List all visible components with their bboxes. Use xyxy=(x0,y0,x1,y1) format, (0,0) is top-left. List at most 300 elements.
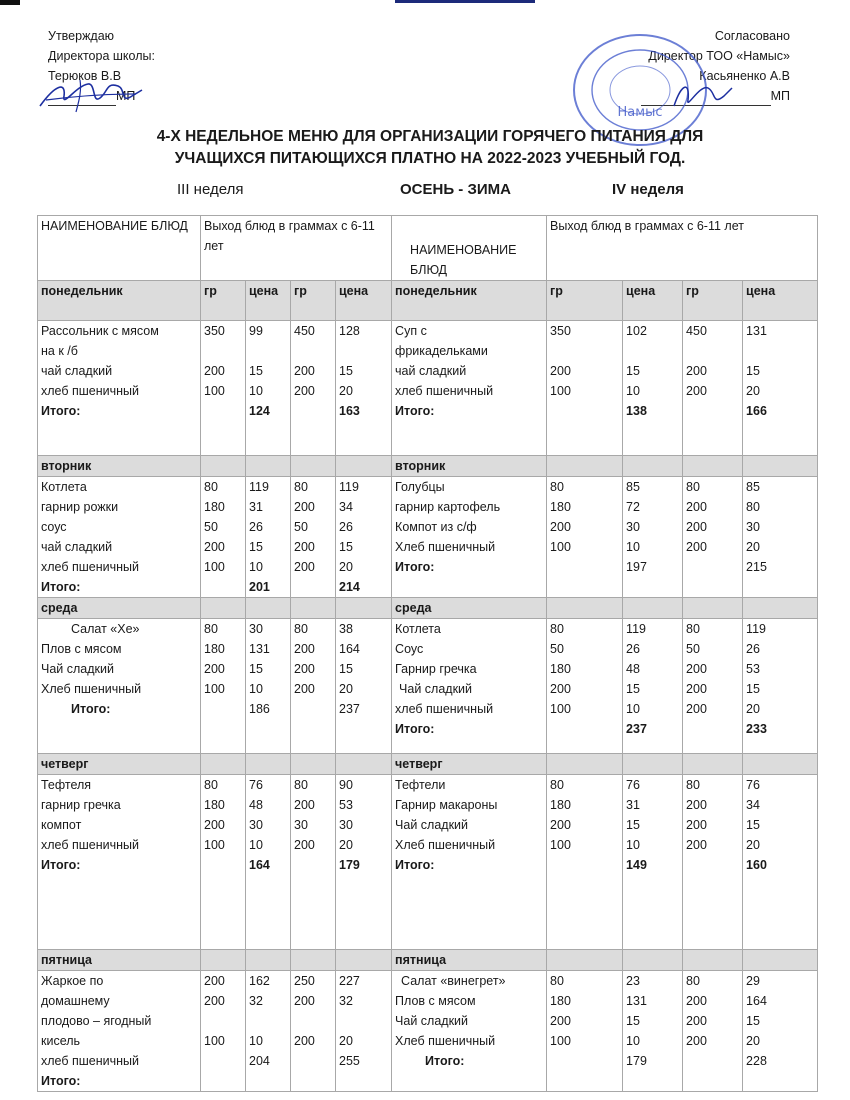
price2-left-line: 20 xyxy=(339,384,353,398)
gr1-right-line: 180 xyxy=(550,798,571,812)
dish-names-right-line: Тефтели xyxy=(395,778,446,792)
gr1-left-line: 180 xyxy=(204,642,225,656)
col-price-2-right xyxy=(743,950,818,971)
gr1-right xyxy=(547,477,623,598)
price2-left xyxy=(336,775,392,950)
dish-names-right-line: Чай сладкий xyxy=(399,682,473,696)
dish-names-left-line: Хлеб пшеничный xyxy=(41,682,142,696)
dish-names-right-line: Голубцы xyxy=(395,480,445,494)
gr2-right xyxy=(683,775,743,950)
gr2-left-line: 200 xyxy=(294,838,315,852)
gr2-right xyxy=(683,477,743,598)
price1-left xyxy=(246,619,291,754)
gr1-right-line xyxy=(550,1071,620,1091)
price1-left-line: 124 xyxy=(249,404,270,418)
dish-names-left-line: чай сладкий xyxy=(41,364,113,378)
day-label-right: четверг xyxy=(392,754,547,775)
dish-names-left-line: Тефтеля xyxy=(41,778,92,792)
dish-names-left xyxy=(38,321,201,456)
dish-names-right-line xyxy=(395,1071,544,1091)
day-label-right: вторник xyxy=(392,456,547,477)
gr1-left-line: 200 xyxy=(204,974,225,988)
gr1-left-line: 80 xyxy=(204,622,218,636)
gr2-left xyxy=(291,477,336,598)
price2-left-line: 164 xyxy=(339,642,360,656)
day-content-row xyxy=(38,477,818,598)
price1-left-line xyxy=(249,1071,288,1091)
gr2-right-line xyxy=(686,719,740,739)
price1-left xyxy=(246,477,291,598)
price1-right-line: 131 xyxy=(626,994,647,1008)
gr1-right-line: 180 xyxy=(550,994,571,1008)
dish-names-left-line: компот xyxy=(41,818,82,832)
price1-left-line: 10 xyxy=(249,384,263,398)
dish-names-left-line: хлеб пшеничный xyxy=(41,384,140,398)
price2-left xyxy=(336,321,392,456)
price2-right xyxy=(743,321,818,456)
dish-names-right-line: Компот из с/ф xyxy=(395,520,477,534)
col-gr-1-right xyxy=(547,456,623,477)
price1-left-line: 76 xyxy=(249,778,263,792)
dish-names-left-line: Плов с мясом xyxy=(41,642,122,656)
header-output-right: Выход блюд в граммах с 6-11 лет xyxy=(547,216,818,281)
price2-right-line xyxy=(746,1071,815,1091)
price1-right-line: 15 xyxy=(626,818,640,832)
gr2-left-line: 200 xyxy=(294,994,315,1008)
day-row xyxy=(38,598,818,619)
price1-left-line: 30 xyxy=(249,818,263,832)
dish-names-right-line: Итого: xyxy=(395,560,435,574)
day-content-row xyxy=(38,971,818,1092)
dish-names-left-line: Итого: xyxy=(41,1074,81,1088)
gr2-right-line: 80 xyxy=(686,974,700,988)
gr2-right-line: 200 xyxy=(686,994,707,1008)
price1-right-line: 138 xyxy=(626,404,647,418)
gr1-right-line xyxy=(550,719,620,739)
gr1-left-line: 80 xyxy=(204,778,218,792)
col-gr-2-right: гр xyxy=(683,281,743,321)
gr1-right-line xyxy=(550,855,620,875)
price1-right-line: 76 xyxy=(626,778,640,792)
dish-names-left xyxy=(38,477,201,598)
dish-names-right-line xyxy=(395,577,544,597)
price2-right-line: 228 xyxy=(746,1054,767,1068)
dish-names-right-line: хлеб пшеничный xyxy=(395,702,494,716)
price1-left-line: 164 xyxy=(249,858,270,872)
price2-right-line: 15 xyxy=(746,1014,760,1028)
price2-right xyxy=(743,971,818,1092)
price2-left-line: 128 xyxy=(339,324,360,338)
price2-right-line: 20 xyxy=(746,384,760,398)
price2-right-line: 164 xyxy=(746,994,767,1008)
gr2-right-line: 200 xyxy=(686,818,707,832)
gr2-right xyxy=(683,971,743,1092)
gr1-right-line: 100 xyxy=(550,540,571,554)
col-gr-2-right xyxy=(683,950,743,971)
dish-names-left-line: Чай сладкий xyxy=(41,662,114,676)
price2-right-line: 20 xyxy=(746,1034,760,1048)
col-price-1-right xyxy=(623,456,683,477)
dish-names-right-line: хлеб пшеничный xyxy=(395,384,494,398)
gr1-right-line: 80 xyxy=(550,974,564,988)
day-row xyxy=(38,950,818,971)
gr1-right xyxy=(547,775,623,950)
menu-table xyxy=(37,215,818,1092)
price2-right-line: 85 xyxy=(746,480,760,494)
price1-right-line xyxy=(626,577,680,597)
gr2-left-line: 200 xyxy=(294,1034,315,1048)
price1-right-line: 119 xyxy=(626,622,646,636)
price1-left-line: 48 xyxy=(249,798,263,812)
dish-names-right xyxy=(392,321,547,456)
dish-names-right xyxy=(392,775,547,950)
gr2-left-line: 200 xyxy=(294,384,315,398)
gr1-right-line: 100 xyxy=(550,384,571,398)
gr1-left-line: 200 xyxy=(204,540,225,554)
col-price-2-left xyxy=(336,598,392,619)
gr2-right-line: 200 xyxy=(686,364,707,378)
price2-right-line: 80 xyxy=(746,500,760,514)
gr2-left-line: 200 xyxy=(294,364,315,378)
dish-names-right xyxy=(392,619,547,754)
gr2-left xyxy=(291,619,336,754)
day-label-left: вторник xyxy=(38,456,201,477)
gr1-left-line: 200 xyxy=(204,994,225,1008)
price2-left xyxy=(336,971,392,1092)
price2-left-line: 227 xyxy=(339,974,360,988)
price1-left-line xyxy=(249,341,288,361)
gr2-left-line xyxy=(294,855,333,875)
gr1-right-line: 180 xyxy=(550,662,571,676)
price2-left-line: 30 xyxy=(339,818,353,832)
dish-names-right-line: Чай сладкий xyxy=(395,818,469,832)
price2-right-line: 53 xyxy=(746,662,760,676)
price1-right-line: 10 xyxy=(626,838,640,852)
gr2-right-line xyxy=(686,401,740,421)
col-price-2-left: цена xyxy=(336,281,392,321)
gr2-right-line: 200 xyxy=(686,540,707,554)
price1-left-line: 26 xyxy=(249,520,263,534)
gr2-left-line: 200 xyxy=(294,560,315,574)
price2-right-line: 15 xyxy=(746,364,760,378)
gr1-right xyxy=(547,321,623,456)
price1-left xyxy=(246,971,291,1092)
price2-left-line: 119 xyxy=(339,480,359,494)
col-gr-1-left xyxy=(201,456,246,477)
price1-right-line: 72 xyxy=(626,500,640,514)
price2-right-line: 160 xyxy=(746,858,767,872)
price2-left xyxy=(336,619,392,754)
gr2-left-line xyxy=(294,719,333,739)
gr2-left-line: 50 xyxy=(294,520,308,534)
document-title xyxy=(60,126,800,170)
header-name-right: НАИМЕНОВАНИЕ БЛЮД xyxy=(392,216,547,281)
col-price-1-right: цена xyxy=(623,281,683,321)
price2-right-line: 119 xyxy=(746,622,766,636)
dish-names-left-line: Итого: xyxy=(41,580,81,594)
gr2-right-line xyxy=(686,341,740,361)
title-line-1: 4-Х НЕДЕЛЬНОЕ МЕНЮ ДЛЯ ОРГАНИЗАЦИИ ГОРЯЧЕГО ПИТАНИЯ ДЛЯ xyxy=(156,128,704,145)
price1-left-line: 201 xyxy=(249,580,270,594)
gr2-left-line: 30 xyxy=(294,818,308,832)
gr1-left-line: 80 xyxy=(204,480,218,494)
gr1-left-line xyxy=(204,341,243,361)
gr1-right xyxy=(547,971,623,1092)
gr1-right-line: 200 xyxy=(550,1014,571,1028)
gr2-left-line: 80 xyxy=(294,480,308,494)
price2-right xyxy=(743,619,818,754)
dish-names-right-line: Гарнир гречка xyxy=(395,662,477,676)
col-gr-2-right xyxy=(683,754,743,775)
dish-names-right-line: Хлеб пшеничный xyxy=(395,838,496,852)
gr1-right-line: 80 xyxy=(550,480,564,494)
dish-names-left xyxy=(38,971,201,1092)
col-price-1-left xyxy=(246,950,291,971)
price2-left-line: 34 xyxy=(339,500,353,514)
dish-names-right-line: гарнир картофель xyxy=(395,500,501,514)
price1-right-line: 26 xyxy=(626,642,640,656)
price1-right-line: 15 xyxy=(626,364,640,378)
price2-right-line: 76 xyxy=(746,778,760,792)
price2-left-line: 26 xyxy=(339,520,353,534)
gr2-left-line: 250 xyxy=(294,974,315,988)
dish-names-left-line: соус xyxy=(41,520,67,534)
gr2-right xyxy=(683,619,743,754)
gr2-right-line: 450 xyxy=(686,324,707,338)
gr2-left-line xyxy=(294,401,333,421)
price1-right-line: 10 xyxy=(626,702,640,716)
col-gr-1-right xyxy=(547,754,623,775)
col-gr-1-left xyxy=(201,598,246,619)
gr1-left-line xyxy=(204,719,243,739)
price1-right-line xyxy=(626,1071,680,1091)
dish-names-right-line: Итого: xyxy=(395,858,435,872)
gr2-left-line xyxy=(294,577,333,597)
price1-right xyxy=(623,971,683,1092)
col-price-1-right xyxy=(623,950,683,971)
gr2-left-line: 200 xyxy=(294,662,315,676)
price1-left-line: 204 xyxy=(249,1054,270,1068)
price1-left-line: 10 xyxy=(249,838,263,852)
price2-right-line: 20 xyxy=(746,702,760,716)
dish-names-right-line: Соус xyxy=(395,642,424,656)
dish-names-right-line: чай сладкий xyxy=(395,364,467,378)
gr1-right-line xyxy=(550,1051,620,1071)
price2-right xyxy=(743,775,818,950)
gr2-right-line: 200 xyxy=(686,1014,707,1028)
col-price-1-left: цена xyxy=(246,281,291,321)
gr1-left-line xyxy=(204,1051,243,1071)
gr2-left-line xyxy=(294,1071,333,1091)
day-label-right: пятница xyxy=(392,950,547,971)
price2-right-line: 20 xyxy=(746,838,760,852)
col-price-2-right: цена xyxy=(743,281,818,321)
dish-names-left-line: Итого: xyxy=(71,702,111,716)
col-price-1-right xyxy=(623,598,683,619)
price1-left-line: 119 xyxy=(249,480,269,494)
price2-right-line: 15 xyxy=(746,818,760,832)
day-content-row xyxy=(38,775,818,950)
price1-right-line: 237 xyxy=(626,722,647,736)
price1-right-line: 31 xyxy=(626,798,640,812)
col-gr-2-left xyxy=(291,598,336,619)
price2-right-line: 20 xyxy=(746,540,760,554)
price1-right-line: 23 xyxy=(626,974,640,988)
gr2-right-line: 200 xyxy=(686,500,707,514)
gr1-left-line xyxy=(204,1011,243,1031)
approver-name: Терюков В.В xyxy=(48,69,122,83)
dish-names-left-line: хлеб пшеничный xyxy=(41,1054,140,1068)
gr1-right-line: 200 xyxy=(550,818,571,832)
dish-names-left-line: хлеб пшеничный xyxy=(41,838,140,852)
price1-left-line: 131 xyxy=(249,642,270,656)
stamp-text: Намыс xyxy=(617,105,663,120)
gr1-left xyxy=(201,619,246,754)
gr2-right-line: 200 xyxy=(686,682,707,696)
dish-names-left-line: Итого: xyxy=(41,404,81,418)
dish-names-right-line: фрикадельками xyxy=(395,344,488,358)
agreer-mp: МП xyxy=(770,89,790,103)
gr2-right-line: 50 xyxy=(686,642,700,656)
gr1-right-line xyxy=(550,557,620,577)
gr1-right-line: 50 xyxy=(550,642,564,656)
price1-left-line: 31 xyxy=(249,500,263,514)
price1-right-line: 48 xyxy=(626,662,640,676)
day-label-right: среда xyxy=(392,598,547,619)
dish-names-left-line: гарнир рожки xyxy=(41,500,119,514)
price2-left-line: 20 xyxy=(339,560,353,574)
dish-names-right-line: Итого: xyxy=(425,1054,465,1068)
approver-signature xyxy=(36,74,146,116)
price2-left-line xyxy=(339,341,389,361)
gr1-right-line: 80 xyxy=(550,778,564,792)
gr1-left-line: 200 xyxy=(204,662,225,676)
dish-names-left-line: Котлета xyxy=(41,480,87,494)
dish-names-left-line: домашнему xyxy=(41,994,110,1008)
dish-names-left-line xyxy=(41,719,198,739)
gr1-right-line: 350 xyxy=(550,324,571,338)
gr1-right xyxy=(547,619,623,754)
gr1-left-line: 180 xyxy=(204,500,225,514)
gr1-left-line xyxy=(204,577,243,597)
approval-label: Утверждаю xyxy=(48,29,115,43)
gr1-left-line: 50 xyxy=(204,520,218,534)
day-content-row xyxy=(38,321,818,456)
gr2-left-line xyxy=(294,1011,333,1031)
dish-names-left-line: Итого: xyxy=(41,858,81,872)
price1-left-line: 10 xyxy=(249,682,263,696)
gr2-left-line: 80 xyxy=(294,778,308,792)
gr2-right-line: 80 xyxy=(686,480,700,494)
gr2-right-line xyxy=(686,1071,740,1091)
price2-right-line: 30 xyxy=(746,520,760,534)
header-output-left: Выход блюд в граммах с 6-11 лет xyxy=(201,216,392,281)
gr1-left-line xyxy=(204,855,243,875)
gr2-right-line: 200 xyxy=(686,702,707,716)
gr1-left-line: 180 xyxy=(204,798,225,812)
col-price-2-right xyxy=(743,598,818,619)
price2-right xyxy=(743,477,818,598)
agreer-signature xyxy=(668,76,738,114)
price2-left-line xyxy=(339,1011,389,1031)
col-gr-2-left xyxy=(291,754,336,775)
gr1-left-line xyxy=(204,401,243,421)
price1-right-line: 10 xyxy=(626,384,640,398)
price2-left-line: 15 xyxy=(339,364,353,378)
scan-top-edge xyxy=(0,0,850,6)
dish-names-right-line: Хлеб пшеничный xyxy=(395,1034,496,1048)
price2-left-line xyxy=(339,1071,389,1091)
scan-mark-center xyxy=(395,0,535,3)
price2-left-line: 20 xyxy=(339,1034,353,1048)
col-price-2-left xyxy=(336,754,392,775)
price1-left-line: 162 xyxy=(249,974,270,988)
dish-names-right-line: Суп с xyxy=(395,324,427,338)
price2-right-line: 131 xyxy=(746,324,767,338)
price2-right-line: 233 xyxy=(746,722,767,736)
price1-left xyxy=(246,775,291,950)
gr2-right-line xyxy=(686,1051,740,1071)
price2-right-line: 215 xyxy=(746,560,767,574)
gr1-left-line: 100 xyxy=(204,384,225,398)
approver-mp: МП xyxy=(116,89,136,103)
scan-mark-left xyxy=(0,0,20,5)
gr2-right-line xyxy=(686,557,740,577)
price2-left-line: 20 xyxy=(339,838,353,852)
col-price-2-right xyxy=(743,456,818,477)
price2-left-line: 214 xyxy=(339,580,360,594)
dish-names-left-line: кисель xyxy=(41,1034,81,1048)
dish-names-right xyxy=(392,971,547,1092)
table-header-row xyxy=(38,216,818,281)
gr2-left-line: 200 xyxy=(294,642,315,656)
col-gr-2-right xyxy=(683,598,743,619)
gr2-right-line: 200 xyxy=(686,520,707,534)
gr1-left-line xyxy=(204,1071,243,1091)
dish-names-left-line: на к /б xyxy=(41,344,78,358)
col-price-2-left xyxy=(336,950,392,971)
price2-right-line: 26 xyxy=(746,642,760,656)
col-gr-2-left xyxy=(291,456,336,477)
gr2-left-line: 200 xyxy=(294,682,315,696)
price1-right xyxy=(623,619,683,754)
dish-names-right-line: Хлеб пшеничный xyxy=(395,540,496,554)
gr1-right-line: 80 xyxy=(550,622,564,636)
gr2-left-line: 80 xyxy=(294,622,308,636)
price1-left-line: 10 xyxy=(249,560,263,574)
price1-right-line: 102 xyxy=(626,324,647,338)
agreement-label: Согласовано xyxy=(714,29,790,43)
title-line-2: УЧАЩИХСЯ ПИТАЮЩИХСЯ ПЛАТНО НА 2022-2023 УЧЕБНЫЙ ГОД. xyxy=(174,150,686,167)
gr1-right-line xyxy=(550,341,620,361)
price2-left-line xyxy=(339,719,389,739)
gr2-left-line: 200 xyxy=(294,798,315,812)
week-left-label: III неделя xyxy=(177,181,244,198)
gr2-left-line xyxy=(294,699,333,719)
col-gr-1-right xyxy=(547,598,623,619)
price2-left-line: 237 xyxy=(339,702,360,716)
dish-names-left-line: Жаркое по xyxy=(41,974,104,988)
gr1-right-line xyxy=(550,577,620,597)
gr1-left xyxy=(201,477,246,598)
header-name-left: НАИМЕНОВАНИЕ БЛЮД xyxy=(38,216,201,281)
price1-left-line: 32 xyxy=(249,994,263,1008)
gr1-left-line: 100 xyxy=(204,1034,225,1048)
gr1-left-line xyxy=(204,699,243,719)
gr2-right-line: 200 xyxy=(686,838,707,852)
price1-right-line: 10 xyxy=(626,540,640,554)
price1-left-line: 15 xyxy=(249,364,263,378)
